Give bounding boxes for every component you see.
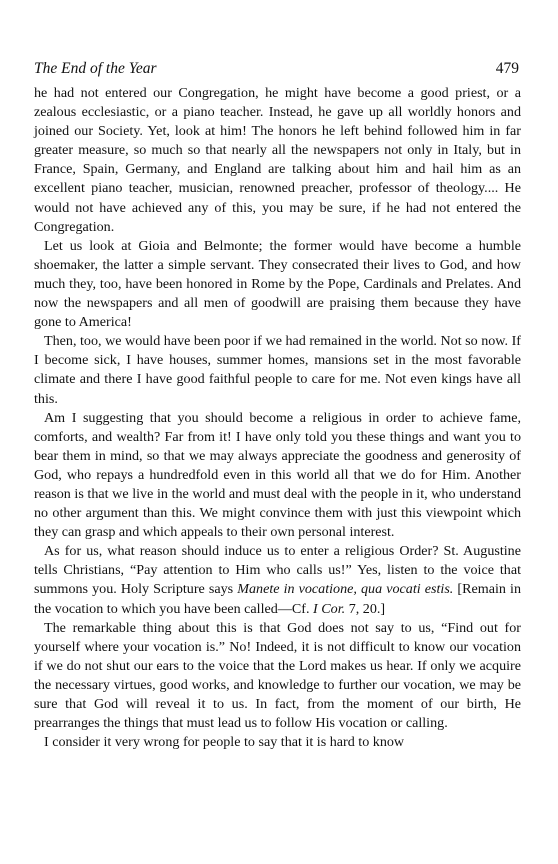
latin-quote: Manete in vocatione, qua vocati estis. [237,581,454,598]
paragraph-5-text-b: [Remain in the vocation to which you have been called—Cf. [34,581,522,617]
scripture-reference: I Cor. [313,600,346,617]
running-header [34,58,521,80]
paragraph-5 [34,542,521,618]
paragraph-5-text-a: As for us, what reason should induce us to enter a religious Order? St. Augustine tells Christians, “Pay attention to Him who calls us!” Yes, listen to the voice that summons you. Holy Scripture says [34,543,521,598]
page-number: 479 [495,60,519,77]
paragraph-5-text-c: 7, 20.] [345,600,386,617]
paragraph-1: he had not entered our Congregation, he might have become a good priest, or a zealous ecclesiastic, or a piano teacher. Instead, he gave up all worldly honors and joined our Society. Yet, look at him! The honors he left behind followed him in far greater measure, so much so that nearly all the newspapers not only in Italy, but in France, Spain, Germany, and England are talking about him and hail him as an excellent piano teacher, musician, renowned preacher, professor of theology.... He would not have achieved any of this, you may be sure, if he had not entered the Congregation. [34,85,521,235]
paragraph-2: Let us look at Gioia and Belmonte; the former would have become a humble shoemaker, the latter a simple servant. They consecrated their lives to God, and how much they, too, have been honored in Rome by the Pope, Cardinals and Prelates. And now the newspapers and all men of goodwill are praising them because they have gone to America! [34,237,521,331]
running-title: The End of the Year [34,60,157,77]
paragraph-6: The remarkable thing about this is that God does not say to us, “Find out for yourself where your vocation is.” No! Indeed, it is not difficult to know our vocation if we do not shut our ears to the voice that the Lord makes us hear. If only we acquire the necessary virtues, good works, and knowledge to further our vocation, we may be sure that God will reveal it to us. In fact, from the moment of our birth, He prearranges the things that must lead us to follow His vocation or calling. [34,619,521,732]
paragraph-4: Am I suggesting that you should become a religious in order to achieve fame, comforts, and wealth? Far from it! I have only told you these things and want you to bear them in mind, so that we may always appreciate the goodness and generosity of God, who repays a hundredfold even in this world all that we do for Him. Another reason is that we live in the world and must deal with the people in it, who understand no other argument than this. We might convince them with just this viewpoint which they can grasp and which appeals to their own personal interest. [34,409,521,541]
book-page [34,58,521,752]
body-text [34,84,521,752]
paragraph-3: Then, too, we would have been poor if we had remained in the world. Not so now. If I become sick, I have houses, summer homes, mansions set in the most favorable climate and there I have good faithful people to care for me. Not even kings have all this. [34,333,521,407]
paragraph-7: I consider it very wrong for people to say that it is hard to know [44,734,405,751]
